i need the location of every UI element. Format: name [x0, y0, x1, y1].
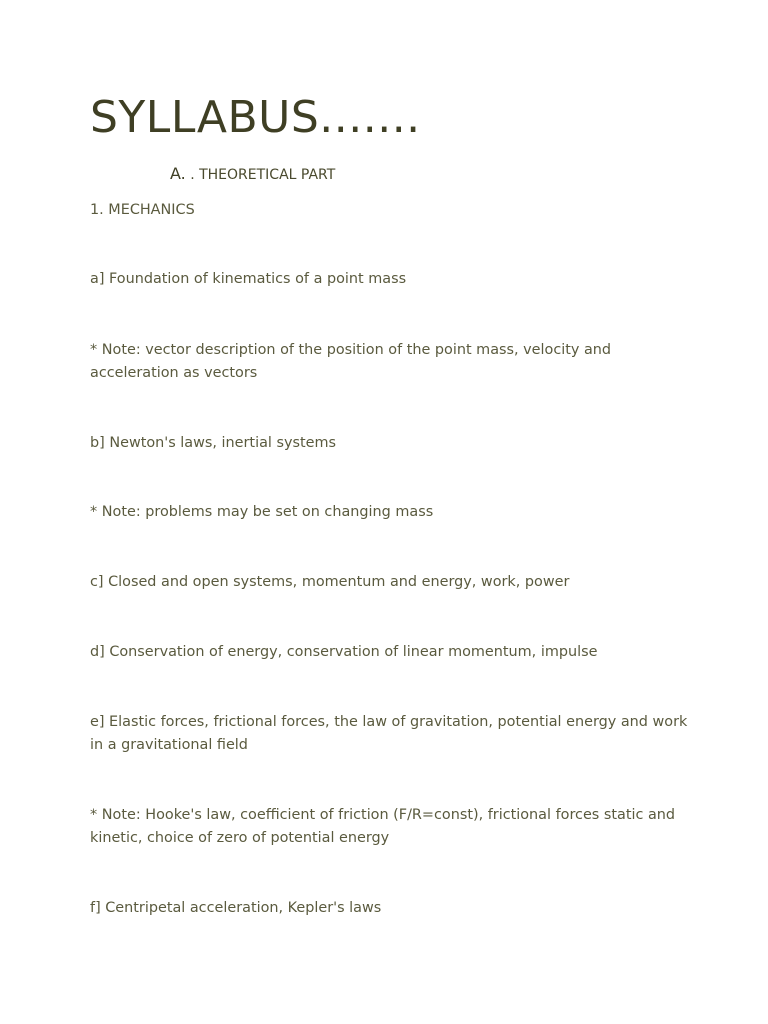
paragraph-a: a] Foundation of kinematics of a point mass [90, 271, 407, 287]
topic-heading: 1. MECHANICS [90, 202, 195, 218]
paragraph-d: d] Conservation of energy, conservation of linear momentum, impulse [90, 644, 598, 660]
section-title: . THEORETICAL PART [190, 167, 336, 183]
paragraph-c: c] Closed and open systems, momentum and energy, work, power [90, 574, 570, 590]
note-b: * Note: problems may be set on changing mass [90, 504, 434, 520]
section-letter: A. [170, 164, 186, 183]
paragraph-b: b] Newton's laws, inertial systems [90, 435, 336, 451]
note-a: * Note: vector description of the position of the point mass, velocity and acceleration as vectors [90, 342, 612, 381]
document-title: SYLLABUS....... [90, 92, 421, 143]
section-heading [170, 164, 335, 183]
note-e: * Note: Hooke's law, coefficient of friction (F/R=const), frictional forces static and kinetic, choice of zero of potential energy [90, 807, 676, 846]
paragraph-f: f] Centripetal acceleration, Kepler's laws [90, 900, 382, 916]
paragraph-e: e] Elastic forces, frictional forces, the law of gravitation, potential energy and work in a gravitational field [90, 714, 688, 753]
